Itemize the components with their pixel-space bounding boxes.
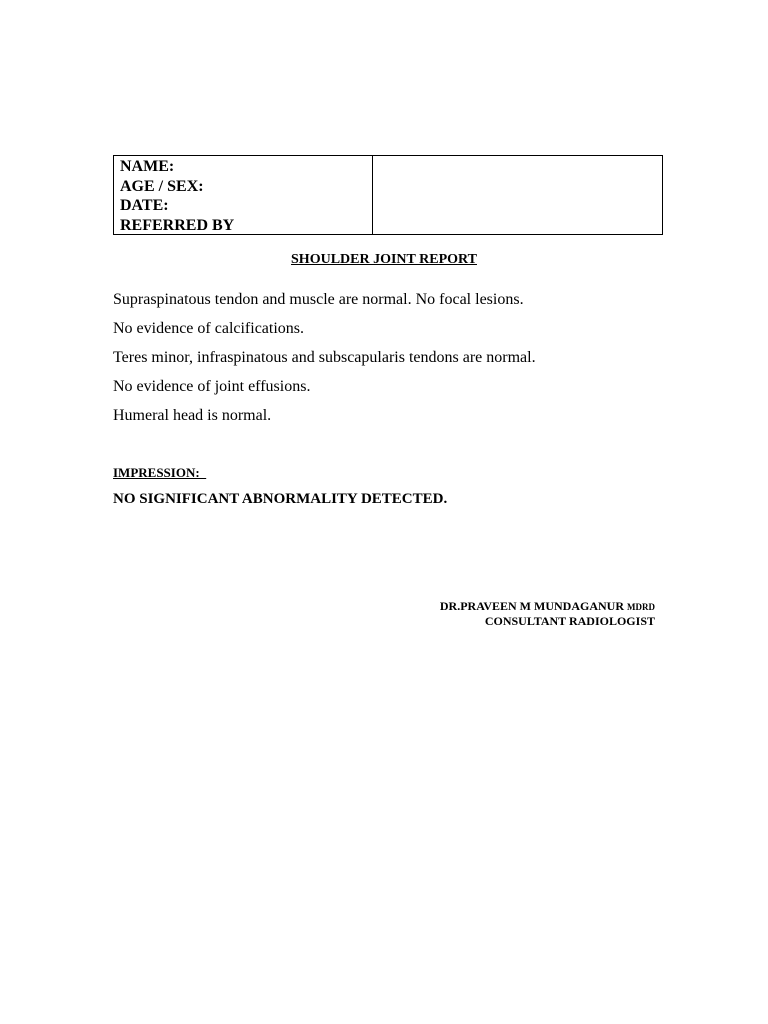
date-label: DATE:	[120, 197, 169, 214]
impression-heading: IMPRESSION:	[113, 465, 207, 480]
finding-line: No evidence of calcifications.	[113, 320, 305, 337]
patient-info-labels	[114, 156, 373, 234]
doctor-name-line	[440, 599, 655, 614]
finding-line: Supraspinatous tendon and muscle are normal. No focal lesions.	[113, 291, 524, 308]
age-sex-label: AGE / SEX:	[120, 177, 204, 195]
impression-text: NO SIGNIFICANT ABNORMALITY DETECTED.	[113, 491, 448, 507]
finding-line: No evidence of joint effusions.	[113, 378, 311, 395]
patient-info-table	[113, 155, 663, 235]
doctor-degree: MDRD	[627, 602, 655, 612]
doctor-designation: CONSULTANT RADIOLOGIST	[484, 614, 655, 628]
finding-line: Teres minor, infraspinatous and subscapularis tendons are normal.	[113, 349, 536, 366]
referred-by-label: REFERRED BY	[120, 216, 235, 234]
patient-info-values	[373, 156, 662, 234]
name-label: NAME:	[120, 158, 175, 175]
report-title: SHOULDER JOINT REPORT	[291, 252, 477, 267]
doctor-name: DR.PRAVEEN M MUNDAGANUR	[439, 599, 624, 613]
finding-line: Humeral head is normal.	[113, 407, 272, 424]
signature-block	[440, 599, 655, 628]
